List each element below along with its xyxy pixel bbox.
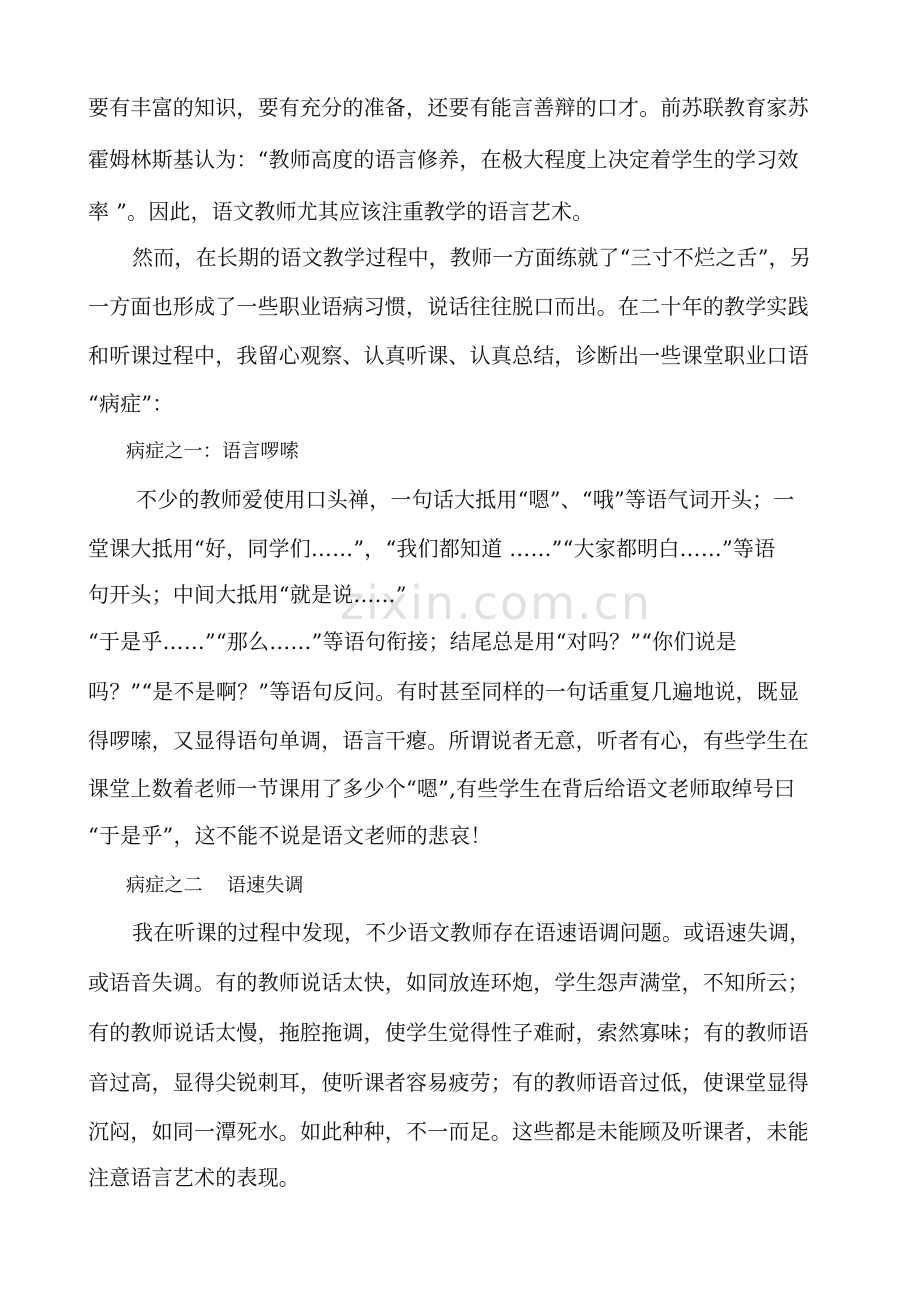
paragraph-4-line-3: 有的教师说话太慢，拖腔拖调，使学生觉得性子难耐，索然寡味；有的教师语 [88,1021,809,1045]
paragraph-3-line-2: 堂课大抵用“好，同学们……”，“我们都知道 ……”“大家都明白……”等语 [88,537,776,561]
paragraph-1-line-2: 霍姆林斯基认为：“教师高度的语言修养，在极大程度上决定着学生的学习效 [88,148,799,172]
paragraph-3-line-7: 课堂上数着老师一节课用了多少个“嗯”,有些学生在背后给语文老师取绰号曰 [88,777,796,801]
paragraph-2-line-4: “病症”： [88,392,174,416]
paragraph-3-line-5: 吗？”“是不是啊？”等语句反问。有时甚至同样的一句话重复几遍地说，既显 [88,680,800,704]
paragraph-3-line-3: 句开头；中间大抵用“就是说……” [88,583,407,607]
paragraph-4-line-4: 音过高，显得尖锐刺耳，使听课者容易疲劳；有的教师语音过低，使课堂显得 [88,1071,809,1095]
paragraph-2-line-3: 和听课过程中，我留心观察、认真听课、认真总结，诊断出一些课堂职业口语 [88,344,809,368]
paragraph-3-line-8: “于是乎”，这不能不说是语文老师的悲哀！ [88,824,492,848]
paragraph-3-line-4: “于是乎……”“那么……”等语句衔接；结尾总是用“对吗？”“你们说是 [88,630,737,654]
paragraph-4-line-5: 沉闷，如同一潭死水。如此种种，不一而足。这些都是未能顾及听课者，未能 [88,1120,809,1144]
paragraph-2-line-1: 然而，在长期的语文教学过程中，教师一方面练就了“三寸不烂之舌”，另 [132,246,812,270]
section-heading-2-number: 病症之二 [126,874,203,896]
paragraph-4-line-6: 注意语言艺术的表现。 [88,1166,300,1190]
paragraph-3-line-1: 不少的教师爱使用口头禅，一句话大抵用“嗯”、“哦”等语气词开头；一 [136,488,795,512]
paragraph-1-line-3: 率 ”。因此，语文教师尤其应该注重教学的语言艺术。 [88,200,594,224]
paragraph-2-line-2: 一方面也形成了一些职业语病习惯，说话往往脱口而出。在二十年的教学实践 [88,295,809,319]
section-heading-2-title: 语速失调 [226,874,304,896]
paragraph-1-line-1: 要有丰富的知识，要有充分的准备，还要有能言善辩的口才。前苏联教育家苏 [88,96,809,120]
watermark: zixin.com.cn [340,576,653,630]
paragraph-4-line-1: 我在听课的过程中发现，不少语文教师存在语速语调问题。或语速失调， [132,921,811,945]
section-heading-1: 病症之一：语言啰嗦 [126,440,299,462]
paragraph-3-line-6: 得啰嗦，又显得语句单调，语言干瘪。所谓说者无意，听者有心，有些学生在 [88,729,809,753]
section-heading-2 [126,870,304,900]
paragraph-4-line-2: 或语音失调。有的教师说话太快，如同放连环炮，学生怨声满堂，不知所云； [88,971,809,995]
